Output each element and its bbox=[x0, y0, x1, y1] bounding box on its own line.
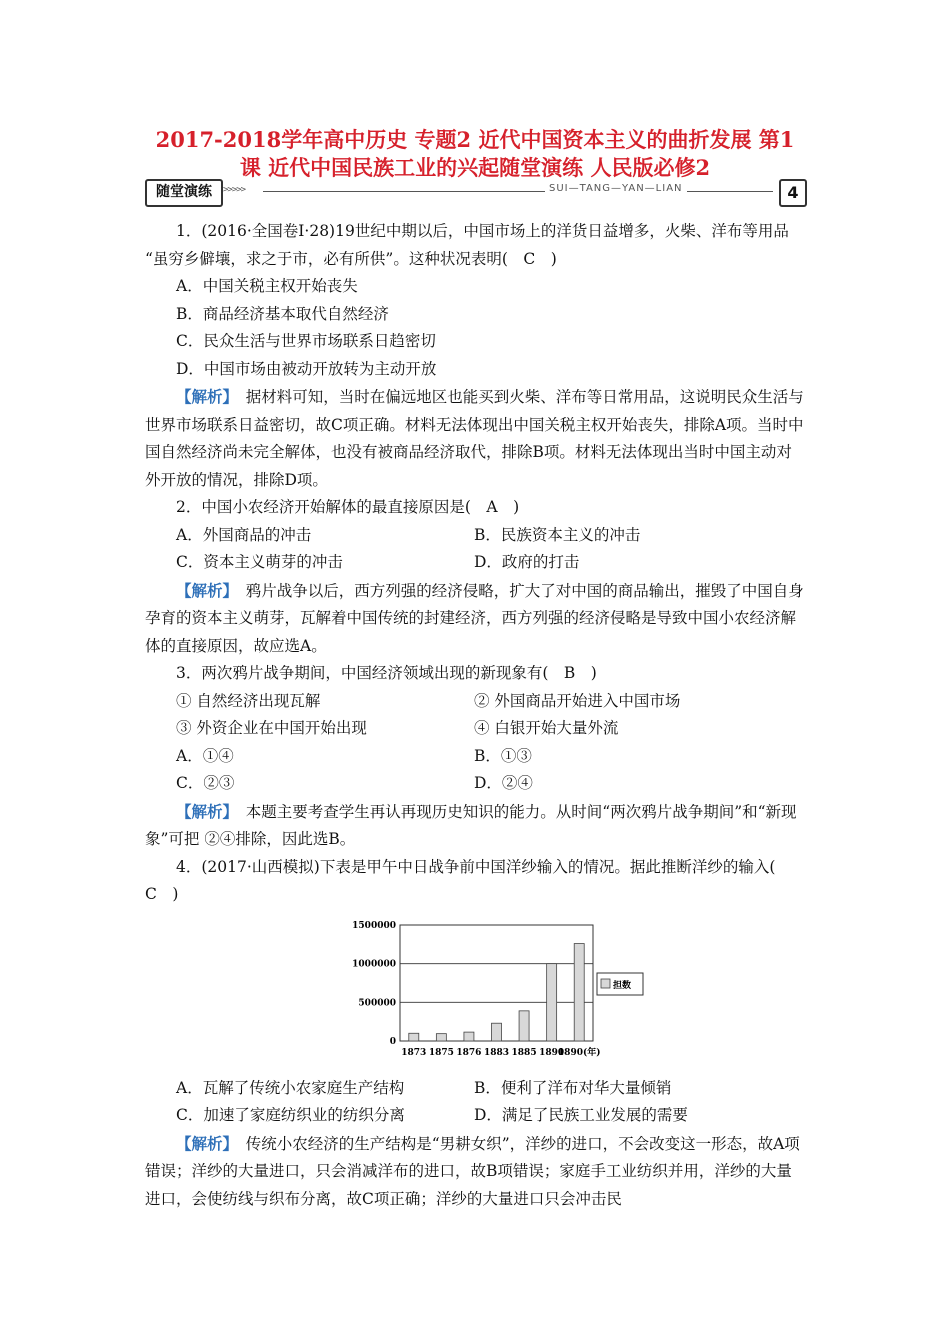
bar bbox=[519, 1010, 529, 1040]
q3-item-2: ② 外国商品开始进入中国市场 bbox=[474, 691, 681, 710]
q3-analysis-text: 本题主要考查学生再认再现历史知识的能力。从时间“两次鸦片战争期间”和“新现象”可把 ②④排除，因此选B。 bbox=[145, 802, 797, 848]
q4-option-b: B．便利了洋布对华大量倾销 bbox=[474, 1078, 672, 1097]
bar bbox=[436, 1033, 446, 1040]
analysis-tag: 【解析】 bbox=[176, 580, 231, 600]
document-title bbox=[118, 126, 832, 182]
q4-option-d: D．满足了民族工业发展的需要 bbox=[474, 1106, 688, 1124]
q4-options-row-2 bbox=[145, 1102, 805, 1130]
yarn-import-chart bbox=[145, 913, 805, 1073]
q3-item-1: ① 自然经济出现瓦解 bbox=[176, 691, 321, 710]
banner-arrows: >>>>> bbox=[223, 185, 246, 195]
q3-options-row-2 bbox=[145, 770, 805, 798]
analysis-tag: 【解析】 bbox=[176, 801, 231, 821]
banner-label: 随堂演练 bbox=[145, 179, 223, 207]
q3-option-d: D．②④ bbox=[474, 774, 533, 792]
bar-chart-svg bbox=[145, 913, 805, 1073]
q3-items-row-1 bbox=[145, 688, 805, 716]
title-line-1: 2017-2018学年高中历史 专题2 近代中国资本主义的曲折发展 第1 bbox=[155, 127, 795, 152]
q3-option-a: A．①④ bbox=[176, 746, 234, 765]
bar bbox=[574, 943, 584, 1040]
x-tick-label: 1873 bbox=[401, 1047, 427, 1058]
q4-stem: 4．(2017·山西模拟)下表是甲午中日战争前中国洋纱输入的情况。据此推断洋纱的输入( C ) bbox=[145, 857, 791, 903]
q1-option-c: C．民众生活与世界市场联系日趋密切 bbox=[176, 332, 436, 350]
q4-option-a: A．瓦解了传统小农家庭生产结构 bbox=[176, 1078, 405, 1097]
q4-analysis-text: 传统小农经济的生产结构是“男耕女织”，洋纱的进口，不会改变这一形态，故A项错误；洋纱的大量进口，只会消减洋布的进口，故B项错误；家庭手工业纺织并用，洋纱的大量进口，会使纺线与织布分离，故C项正确；洋纱的大量进口只会冲击民 bbox=[145, 1134, 800, 1208]
bar bbox=[409, 1033, 419, 1041]
q2-option-a: A．外国商品的冲击 bbox=[176, 525, 312, 544]
x-tick-label: 1890 bbox=[539, 1047, 565, 1058]
q1-option-d: D．中国市场由被动开放转为主动开放 bbox=[176, 359, 437, 378]
q3-options-row-1 bbox=[145, 743, 805, 771]
x-tick-label: 1875 bbox=[428, 1047, 454, 1058]
q2-analysis bbox=[145, 577, 805, 661]
title-line-2: 课 近代中国民族工业的兴起随堂演练 人民版必修2 bbox=[239, 155, 711, 180]
x-tick-label: 1890(年) bbox=[557, 1047, 601, 1058]
q3-items-row-2 bbox=[145, 715, 805, 743]
bar bbox=[492, 1023, 502, 1041]
y-tick-label: 500000 bbox=[358, 997, 396, 1008]
y-tick-label: 1500000 bbox=[352, 920, 396, 931]
banner-rule bbox=[263, 191, 773, 192]
q2-options-row-1 bbox=[145, 522, 805, 550]
bar bbox=[464, 1032, 474, 1041]
q2-options-row-2 bbox=[145, 549, 805, 577]
q4-option-c: C．加速了家庭纺织业的纺织分离 bbox=[176, 1106, 405, 1124]
q1-analysis bbox=[145, 383, 805, 494]
banner-number: 4 bbox=[779, 179, 807, 207]
x-tick-label: 1885 bbox=[511, 1047, 537, 1058]
q1-option-a: A．中国关税主权开始丧失 bbox=[176, 277, 358, 295]
legend-label: 担数 bbox=[613, 980, 632, 991]
q2-option-b: B．民族资本主义的冲击 bbox=[474, 525, 641, 544]
analysis-tag: 【解析】 bbox=[176, 1133, 231, 1153]
q2-option-c: C．资本主义萌芽的冲击 bbox=[176, 553, 343, 571]
q2-analysis-text: 鸦片战争以后，西方列强的经济侵略，扩大了对中国的商品输出，摧毁了中国自身孕育的资本主义萌芽，瓦解着中国传统的封建经济，西方列强的经济侵略是导致中国小农经济解体的直接原因，故应选A。 bbox=[145, 581, 804, 655]
q1-analysis-text: 据材料可知，当时在偏远地区也能买到火柴、洋布等日常用品，这说明民众生活与世界市场联系日益密切，故C项正确。材料无法体现出中国关税主权开始丧失，排除A项。当时中国自然经济尚未完全解体，也没有被商品经济取代，排除B项。材料无法体现出当时中国主动对外开放的情况，排除D项。 bbox=[145, 388, 804, 489]
banner-pinyin: SUI—TANG—YAN—LIAN bbox=[545, 183, 687, 194]
q3-item-4: ④ 白银开始大量外流 bbox=[474, 719, 619, 737]
q2-stem: 2．中国小农经济开始解体的最直接原因是( A ) bbox=[176, 498, 520, 516]
section-banner bbox=[145, 179, 807, 205]
q4-options-row-1 bbox=[145, 1075, 805, 1103]
q4-analysis bbox=[145, 1130, 805, 1214]
x-tick-label: 1883 bbox=[483, 1047, 510, 1058]
legend-swatch bbox=[601, 979, 610, 988]
analysis-tag: 【解析】 bbox=[176, 387, 231, 406]
bar bbox=[547, 963, 557, 1040]
q3-stem: 3．两次鸦片战争期间，中国经济领域出现的新现象有( B ) bbox=[176, 664, 597, 682]
y-tick-label: 1000000 bbox=[352, 959, 396, 970]
question-content bbox=[145, 218, 805, 1213]
q3-analysis bbox=[145, 798, 805, 854]
q2-option-d: D．政府的打击 bbox=[474, 553, 580, 571]
q3-option-b: B．①③ bbox=[474, 746, 532, 765]
x-tick-label: 1876 bbox=[456, 1047, 482, 1058]
q1-option-b: B．商品经济基本取代自然经济 bbox=[176, 304, 389, 323]
q3-option-c: C．②③ bbox=[176, 774, 235, 792]
q1-stem: 1．(2016·全国卷Ⅰ·28)19世纪中期以后，中国市场上的洋货日益增多，火柴、洋布等用品 “虽穷乡僻壤，求之于市，必有所供”。这种状况表明( C ) bbox=[145, 222, 789, 268]
q3-item-3: ③ 外资企业在中国开始出现 bbox=[176, 719, 367, 737]
y-tick-label: 0 bbox=[389, 1036, 396, 1047]
